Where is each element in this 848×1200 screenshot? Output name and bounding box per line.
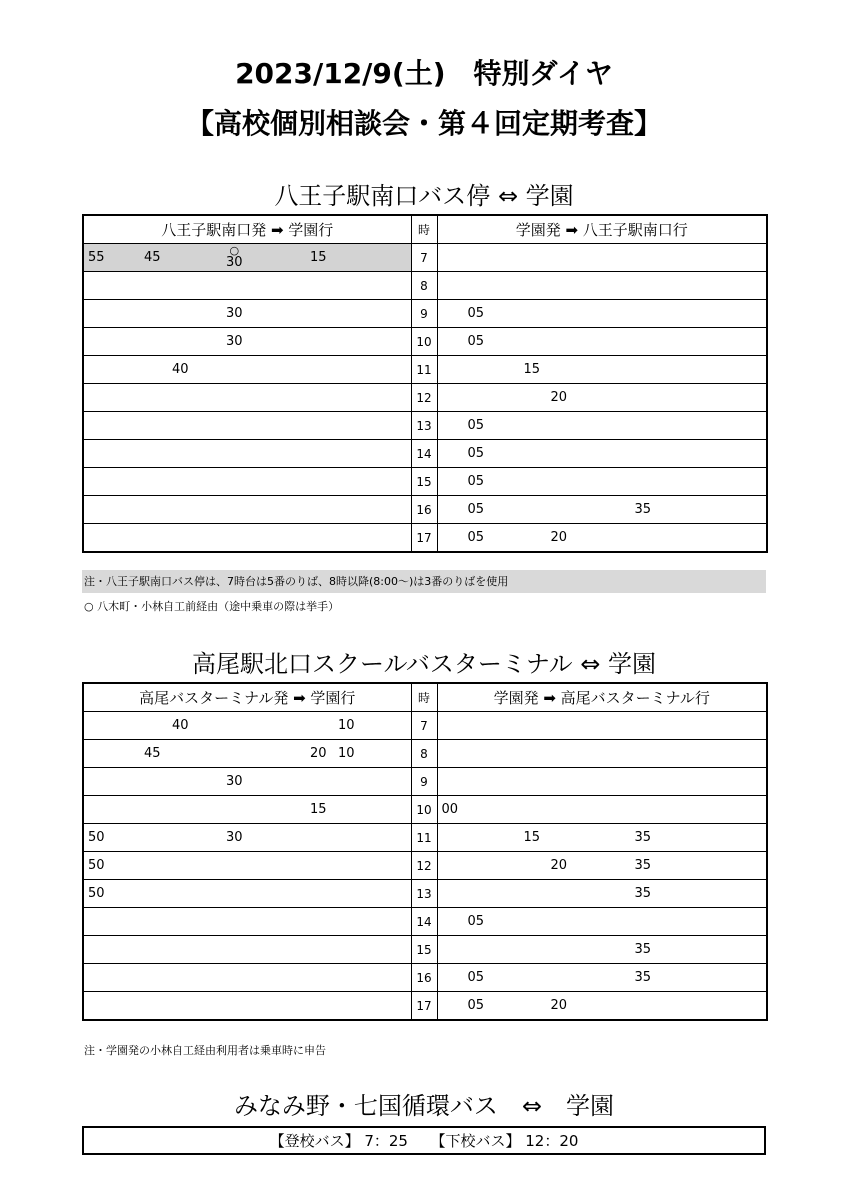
table-row	[83, 244, 767, 272]
outbound-minutes	[83, 524, 411, 553]
timetable-header	[83, 215, 767, 244]
departure-minute	[88, 859, 105, 872]
minute-value: 05	[467, 502, 485, 517]
minute-value: 50	[88, 858, 105, 873]
minute-value: 05	[467, 474, 485, 489]
minute-value: 05	[467, 334, 485, 349]
hour-cell: 8	[411, 272, 437, 300]
table-row	[83, 328, 767, 356]
departure-minute	[524, 363, 541, 376]
departure-minute	[635, 859, 652, 872]
outbound-minutes	[83, 768, 411, 796]
table-row	[83, 440, 767, 468]
table-row	[83, 740, 767, 768]
hour-cell: 10	[411, 328, 437, 356]
departure-minute	[551, 859, 568, 872]
table-row	[83, 496, 767, 524]
minute-value: 20	[310, 746, 327, 761]
note-boarding-platform: 注・八王子駅南口バス停は、7時台は5番のりば、8時以降(8:00～)は3番のりばを使用	[82, 570, 766, 593]
departure-minute	[635, 943, 652, 956]
departure-minute	[468, 307, 485, 320]
section-title-loop: みなみ野・七国循環バス ⇔ 学園	[233, 1092, 615, 1120]
outbound-minutes	[83, 356, 411, 384]
minute-value: 10	[338, 718, 355, 733]
inbound-minutes	[437, 356, 767, 384]
departure-minute	[468, 999, 485, 1012]
departure-minute	[338, 747, 355, 760]
departure-minute	[635, 971, 652, 984]
hour-cell: 11	[411, 356, 437, 384]
page-title: 2023/12/9(土) 特別ダイヤ	[235, 57, 613, 90]
inbound-minutes	[437, 300, 767, 328]
inbound-minutes	[437, 272, 767, 300]
page-subtitle: 【高校個別相談会・第４回定期考査】	[185, 107, 662, 140]
inbound-minutes	[437, 384, 767, 412]
header-hour: 時	[411, 215, 437, 244]
outbound-minutes	[83, 908, 411, 936]
hour-cell: 16	[411, 496, 437, 524]
table-row	[83, 796, 767, 824]
minute-value: 55	[88, 250, 105, 265]
hour-cell: 13	[411, 412, 437, 440]
minute-value: 35	[634, 970, 652, 985]
outbound-minutes	[83, 300, 411, 328]
inbound-minutes	[437, 328, 767, 356]
section-title-hachioji: 八王子駅南口バス停 ⇔ 学園	[274, 182, 574, 210]
departure-minute	[551, 531, 568, 544]
departure-minute	[226, 307, 243, 320]
timetable-header	[83, 683, 767, 712]
inbound-minutes	[437, 796, 767, 824]
departure-minute	[468, 335, 485, 348]
table-row	[83, 412, 767, 440]
departure-minute	[468, 915, 485, 928]
departure-minute	[226, 831, 243, 844]
section-title-takao: 高尾駅北口スクールバスターミナル ⇔ 学園	[191, 650, 656, 678]
departure-minute	[635, 831, 652, 844]
hour-cell: 14	[411, 908, 437, 936]
departure-minute	[468, 419, 485, 432]
departure-minute	[468, 475, 485, 488]
minute-value: 40	[172, 718, 189, 733]
departure-minute	[468, 531, 485, 544]
outbound-minutes	[83, 852, 411, 880]
inbound-minutes	[437, 496, 767, 524]
inbound-minutes	[437, 824, 767, 852]
table-row	[83, 524, 767, 553]
departure-minute	[524, 831, 541, 844]
note-route-mark: ○ 八木町・小林自工前経由（途中乗車の際は挙手）	[84, 600, 340, 613]
hour-cell: 12	[411, 384, 437, 412]
outbound-minutes	[83, 936, 411, 964]
minute-value: 50	[88, 830, 105, 845]
minute-value: 05	[467, 446, 485, 461]
table-row	[83, 272, 767, 300]
departure-minute	[88, 887, 105, 900]
minute-value: 40	[172, 362, 189, 377]
minute-value: 45	[144, 746, 161, 761]
header-outbound: 高尾バスターミナル発 ➡ 学園行	[83, 683, 411, 712]
outbound-minutes	[83, 796, 411, 824]
hour-cell: 15	[411, 936, 437, 964]
table-row	[83, 356, 767, 384]
table-row	[83, 936, 767, 964]
outbound-minutes	[83, 328, 411, 356]
hour-cell: 9	[411, 300, 437, 328]
departure-minute	[635, 503, 652, 516]
minute-value: 45	[144, 250, 161, 265]
minute-value: 35	[634, 830, 652, 845]
outbound-minutes	[83, 992, 411, 1021]
departure-minute	[226, 335, 243, 348]
hour-cell: 12	[411, 852, 437, 880]
minute-value: 20	[550, 530, 568, 545]
departure-minute	[144, 251, 161, 264]
departure-minute	[310, 803, 327, 816]
outbound-minutes	[83, 740, 411, 768]
inbound-minutes	[437, 880, 767, 908]
table-row	[83, 964, 767, 992]
minute-value: 30	[226, 334, 243, 349]
header-inbound: 学園発 ➡ 高尾バスターミナル行	[437, 683, 767, 712]
timetable-hachioji	[82, 214, 768, 553]
outbound-minutes	[83, 440, 411, 468]
departure-minute	[468, 447, 485, 460]
minute-value: 30	[226, 306, 243, 321]
departure-minute	[310, 251, 327, 264]
minute-value: 35	[634, 942, 652, 957]
note-declare: 注・学園発の小林自工経由利用者は乗車時に申告	[84, 1044, 326, 1057]
minute-value: 15	[523, 830, 541, 845]
outbound-minutes	[83, 496, 411, 524]
hour-cell: 14	[411, 440, 437, 468]
hour-cell: 17	[411, 524, 437, 553]
loop-bus-times: 【登校バス】 7：25 【下校バス】 12：20	[82, 1126, 766, 1155]
minute-value: 05	[467, 914, 485, 929]
table-row	[83, 768, 767, 796]
minute-value: 15	[310, 250, 327, 265]
table-row	[83, 824, 767, 852]
minute-value: 05	[467, 306, 485, 321]
departure-minute	[226, 775, 243, 788]
inbound-minutes	[437, 740, 767, 768]
inbound-minutes	[437, 712, 767, 740]
outbound-minutes	[83, 272, 411, 300]
minute-value: 20	[550, 390, 568, 405]
minute-value: 30	[226, 774, 243, 789]
hour-cell: 16	[411, 964, 437, 992]
departure-minute	[88, 831, 105, 844]
inbound-minutes	[437, 768, 767, 796]
minute-value: 15	[310, 802, 327, 817]
table-row	[83, 908, 767, 936]
header-inbound: 学園発 ➡ 八王子駅南口行	[437, 215, 767, 244]
departure-minute	[338, 719, 355, 732]
minute-value: 05	[467, 998, 485, 1013]
minute-value: 05	[467, 530, 485, 545]
inbound-minutes	[437, 964, 767, 992]
hour-cell: 10	[411, 796, 437, 824]
minute-value: 35	[634, 858, 652, 873]
minute-value: 35	[634, 502, 652, 517]
hour-cell: 15	[411, 468, 437, 496]
departure-minute	[635, 887, 652, 900]
departure-minute	[551, 999, 568, 1012]
inbound-minutes	[437, 852, 767, 880]
departure-minute	[310, 747, 327, 760]
inbound-minutes	[437, 908, 767, 936]
table-row	[83, 712, 767, 740]
minute-value: 35	[634, 886, 652, 901]
inbound-minutes	[437, 412, 767, 440]
table-row	[83, 384, 767, 412]
hour-cell: 9	[411, 768, 437, 796]
outbound-minutes	[83, 824, 411, 852]
minute-value: 20	[550, 858, 568, 873]
departure-minute	[226, 245, 243, 269]
inbound-minutes	[437, 440, 767, 468]
header-hour: 時	[411, 683, 437, 712]
minute-value: 00	[441, 802, 459, 817]
table-row	[83, 468, 767, 496]
inbound-minutes	[437, 468, 767, 496]
hour-cell: 17	[411, 992, 437, 1021]
hour-cell: 13	[411, 880, 437, 908]
inbound-minutes	[437, 524, 767, 553]
hour-cell: 11	[411, 824, 437, 852]
outbound-minutes	[83, 244, 411, 272]
minute-value: 15	[523, 362, 541, 377]
departure-minute	[468, 503, 485, 516]
minute-value: 30	[226, 255, 243, 270]
hour-cell: 7	[411, 244, 437, 272]
hour-cell: 7	[411, 712, 437, 740]
outbound-minutes	[83, 712, 411, 740]
minute-value: 05	[467, 970, 485, 985]
minute-value: 10	[338, 746, 355, 761]
outbound-minutes	[83, 468, 411, 496]
departure-minute	[172, 719, 189, 732]
departure-minute	[144, 747, 161, 760]
departure-minute	[468, 971, 485, 984]
hour-cell: 8	[411, 740, 437, 768]
timetable-takao	[82, 682, 768, 1021]
inbound-minutes	[437, 244, 767, 272]
departure-minute	[172, 363, 189, 376]
inbound-minutes	[437, 992, 767, 1021]
minute-value: 05	[467, 418, 485, 433]
table-row	[83, 992, 767, 1021]
outbound-minutes	[83, 412, 411, 440]
minute-value: 20	[550, 998, 568, 1013]
departure-minute	[551, 391, 568, 404]
minute-value: 50	[88, 886, 105, 901]
table-row	[83, 852, 767, 880]
inbound-minutes	[437, 936, 767, 964]
table-row	[83, 880, 767, 908]
outbound-minutes	[83, 384, 411, 412]
outbound-minutes	[83, 880, 411, 908]
departure-minute	[442, 803, 459, 816]
route-mark: ○	[229, 244, 240, 257]
minute-value: 30	[226, 830, 243, 845]
header-outbound: 八王子駅南口発 ➡ 学園行	[83, 215, 411, 244]
outbound-minutes	[83, 964, 411, 992]
departure-minute	[88, 251, 105, 264]
table-row	[83, 300, 767, 328]
